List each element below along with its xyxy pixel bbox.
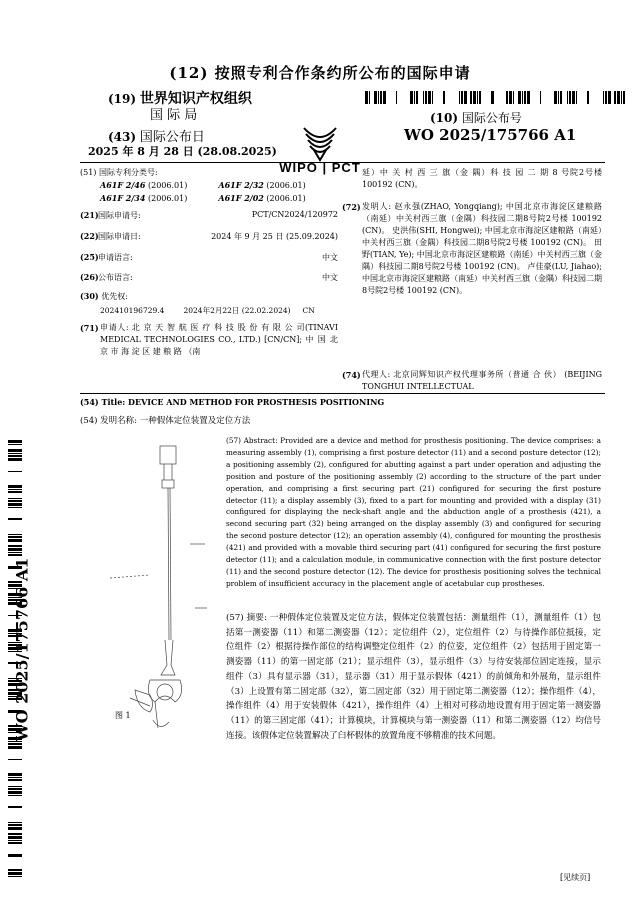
barcode-bar — [8, 471, 22, 472]
barcode-bar — [527, 91, 530, 104]
field-number: (26) — [80, 272, 99, 282]
barcode-bar — [8, 840, 22, 841]
barcode-bar — [491, 91, 494, 104]
agent — [342, 369, 602, 393]
ipc-code: A61F 2/02 — [218, 193, 264, 203]
barcode-bar — [8, 824, 22, 826]
agent-number: (74) — [342, 370, 361, 380]
barcode-bar — [410, 91, 413, 104]
barcode-bar — [8, 872, 22, 875]
barcode-bar — [554, 91, 557, 104]
barcode-bar — [8, 842, 22, 844]
barcode-graphic — [365, 91, 633, 104]
field-value: 中文 — [322, 273, 338, 282]
ipc-label: (51) 国际专利分类号: — [80, 168, 158, 177]
barcode-bar — [464, 91, 467, 104]
pub-no-heading — [430, 109, 522, 126]
applicant-address-continued: 延）中 关 村 西 三 旗（金 隅）科 技 园 二 期 8 号院2号楼 100192 (CN)。 — [362, 168, 602, 189]
applicant-text: 申请人: 北 京 天 智 航 医 疗 科 技 股 份 有 限 公 司(TINAVI MEDICAL TECHNOLOGIES CO., LTD.) [CN/CN]; 中 国 北 京 市 海 淀 区 建 粮 路 （南 — [100, 323, 338, 356]
org-number: (19) — [108, 92, 137, 106]
ipc-year: (2006.01) — [147, 194, 188, 203]
field-number: (25) — [80, 252, 99, 262]
barcode-bar — [621, 91, 622, 104]
barcode-bar — [8, 444, 22, 445]
barcode-bar — [8, 458, 22, 461]
field-value: 2024 年 9 月 25 日 (25.09.2024) — [211, 232, 338, 241]
field-value: PCT/CN2024/120972 — [251, 210, 338, 219]
barcode-bar — [8, 788, 22, 790]
barcode-bar — [380, 91, 382, 104]
barcode-bar — [506, 91, 508, 104]
barcode-bar — [8, 455, 22, 457]
barcode-bar — [8, 453, 22, 454]
ipc-code: A61F 2/32 — [218, 180, 264, 190]
field-value: 中文 — [322, 253, 338, 262]
barcode-bar — [432, 91, 433, 104]
field-label: 公布语言: — [98, 273, 133, 282]
field-row — [80, 231, 338, 242]
barcode-bar — [614, 91, 616, 104]
barcode-bar — [522, 91, 523, 104]
field-number: (22) — [80, 231, 99, 241]
applicant-number: (71) — [80, 323, 99, 333]
pub-date-label: 国际公布日 — [139, 130, 205, 145]
ipc-year: (2006.01) — [266, 181, 306, 190]
abstract-chinese: (57) 摘要: 一种假体定位装置及定位方法，假体定位装置包括：测量组件（1），测量组件（1）包括第一测姿器（11）和第二测姿器（12）；定位组件（2），定位组件（2）与待操作部位抵接，定位组件（2）根据待操作部位的结构调整定位组件（2）的位姿，定位组件（2）包括用于固定第一测姿器（11）的第一固定部（21）；显示组件（3），显示组件（3）与待安装部位固定连接，显示组件（3）具有显示器（31），显示器（31）用于显示假体（421）的前倾角和外展角，显示组件（3）上设置有第二固定部（32），第二固定部（32）用于固定第二测姿器（12）；操作组件（4），操作组件（4）用于安装假体（421），操作组件（4）上相对可移动地设置有用于固定第一测姿器（11）的第三固定部（41）；计算模块，计算模块与第一测姿器（11）和第二测姿器（12）均信号连接。该假体定位装置解决了臼杯假体的放置角度不够精准的技术问题。 — [226, 613, 601, 741]
barcode-bar — [470, 91, 472, 104]
field-number: (21) — [80, 210, 99, 220]
continued-note: [见续页] — [560, 873, 591, 882]
abstract-english: (57) Abstract: Provided are a device and method for prosthesis positioning. The device comprises: a measuring assembly (1), comprising a first posture detector (11) and a second posture detector (12); a positioning assembly (2), configured for abutting against a part under operation and adjusting the position and posture of the positioning assembly (2) according to the structure of the part under operation, and comprising a first securing part (21) configured for securing the first posture detector (11); a display assembly (3), fixed to a part for mounting and provided with a display (31) configured for displaying the neck-shaft angle and the abduction angle of a prosthesis (421), a second securing part (32) being arranged on the display assembly (3) and configured for securing the second posture detector (12); an operation assembly (4), configured for mounting the prosthesis (421) and provided with a movable third securing part (41) configured for securing the first posture detector (11); and a calculation module, in communicative connection with the first posture detector (11) and the second posture detector (12). The device for prosthesis positioning solves the technical problem of insufficient accuracy in the placement angle of acetabular cup prostheses. — [226, 436, 601, 588]
barcode-bar — [567, 91, 568, 104]
barcode-bar — [8, 503, 22, 506]
barcode-bar — [8, 827, 22, 830]
side-publication-number: WO 2025/175766 A1 — [12, 557, 32, 742]
title-english: (54) Title: DEVICE AND METHOD FOR PROSTHESIS POSITIONING — [80, 397, 385, 407]
applicant — [80, 322, 338, 358]
org-bureau: 国 际 局 — [150, 108, 198, 123]
barcode-bar — [8, 876, 22, 877]
barcode-bar — [459, 91, 460, 104]
ipc-year: (2006.01) — [147, 181, 188, 190]
inventor-text: 发明人: 赵永强(ZHAO, Yongqiang); 中国北京市海淀区建粮路（南延）中关村西三旗（金隅）科技园二期8号院2号楼 100192 (CN)。 史洪伟(SHI, Hongwei); 中国北京市海淀区建粮路（南延）中关村西三旗（金隅）科技园二期8号院2号楼 100192 (CN)。 田野(TIAN, Ye); 中国北京市海淀区建粮路（南延）中关村西三旗（金隅）科技园二期8号院2号楼 100192 (CN)。 卢佳豪(LU, Jiahao); 中国北京市海淀区建粮路（南延）中关村西三旗（金隅）科技园二期8号院2号楼 100192 (CN)。 — [362, 202, 602, 295]
barcode-bar — [540, 91, 541, 104]
priority-label: 优先权: — [101, 292, 128, 301]
barcode-bar — [8, 836, 22, 839]
inventor-number: (72) — [342, 202, 361, 212]
barcode-bar — [378, 91, 379, 104]
barcode-bar — [8, 491, 22, 493]
barcode-bar — [477, 91, 478, 104]
barcode-bar — [605, 91, 607, 104]
barcode-bar — [608, 91, 611, 104]
barcode-bar — [428, 91, 431, 104]
barcode-bar — [8, 795, 22, 796]
field-label: 国际申请日: — [98, 232, 141, 241]
priority-number: (30) — [80, 291, 99, 301]
barcode-bar — [425, 91, 427, 104]
barcode-bar — [383, 91, 386, 104]
ipc-year: (2006.01) — [266, 194, 306, 203]
figure-label: 图 1 — [115, 711, 131, 720]
barcode-bar — [576, 91, 577, 104]
priority-value: 202410196729.4 2024年2月22日 (22.02.2024) CN — [100, 306, 315, 315]
barcode-bar — [524, 91, 526, 104]
document-title: (12) 按照专利合作条约所公布的国际申请 — [169, 64, 471, 82]
barcode-bar — [8, 440, 22, 443]
barcode-bar — [423, 91, 424, 104]
barcode-bar — [8, 822, 22, 823]
field-label: 申请语言: — [98, 253, 133, 262]
pub-date-number: (43) — [108, 130, 137, 144]
org-name: 世界知识产权组织 — [139, 91, 252, 107]
field-row — [80, 272, 338, 283]
barcode-bar — [414, 91, 415, 104]
ipc-code: A61F 2/34 — [100, 193, 146, 203]
barcode-bar — [8, 854, 22, 857]
barcode-bar — [558, 91, 559, 104]
barcode-bar — [8, 498, 22, 499]
pub-no-label: 国际公布号 — [461, 111, 522, 125]
barcode-bar — [374, 91, 377, 104]
publication-number: WO 2025/175766 A1 — [404, 126, 577, 144]
barcode-bar — [416, 91, 418, 104]
barcode-bar — [587, 91, 589, 104]
barcode-bar — [572, 91, 575, 104]
barcode-bar — [8, 806, 22, 808]
patent-figure — [95, 440, 225, 770]
barcode — [365, 90, 633, 104]
barcode-bar — [461, 91, 463, 104]
barcode-bar — [473, 91, 476, 104]
barcode-bar — [617, 91, 620, 104]
barcode-bar — [560, 91, 562, 104]
barcode-bar — [8, 485, 22, 488]
barcode-bar — [509, 91, 512, 104]
barcode-bar — [623, 91, 625, 104]
barcode-bar — [8, 786, 22, 787]
barcode-bar — [8, 489, 22, 490]
barcode-bar — [443, 91, 445, 104]
pub-date: 2025 年 8 月 28 日 (28.08.2025) — [88, 145, 277, 158]
barcode-bar — [513, 91, 514, 104]
inventors — [342, 201, 602, 297]
barcode-bar — [8, 869, 22, 871]
barcode-bar — [8, 791, 22, 794]
ipc-code: A61F 2/46 — [100, 180, 146, 190]
barcode-bar — [365, 91, 368, 104]
agent-text: 代理人: 北京同辉知识产权代理事务所（普通 合 伙） (BEIJING TONGHUI INTELLECTUAL — [362, 370, 602, 391]
barcode-bar — [8, 507, 22, 508]
priority-heading — [80, 291, 128, 302]
pub-no-number: (10) — [430, 111, 459, 125]
ipc-list — [100, 179, 306, 205]
barcode-bar — [479, 91, 481, 104]
field-label: 国际申请号: — [98, 211, 141, 220]
barcode-bar — [8, 449, 22, 452]
title-chinese: (54) 发明名称: 一种假体定位装置及定位方法 — [80, 416, 251, 426]
barcode-bar — [8, 500, 22, 502]
field-row — [80, 210, 338, 221]
barcode-bar — [603, 91, 604, 104]
barcode-bar — [8, 833, 22, 835]
barcode-bar — [518, 91, 521, 104]
wipo-logo-text: WIPO | PCT — [279, 160, 361, 175]
barcode-bar — [369, 91, 370, 104]
field-row — [80, 252, 338, 263]
barcode-bar — [396, 91, 397, 104]
barcode-bar — [569, 91, 571, 104]
